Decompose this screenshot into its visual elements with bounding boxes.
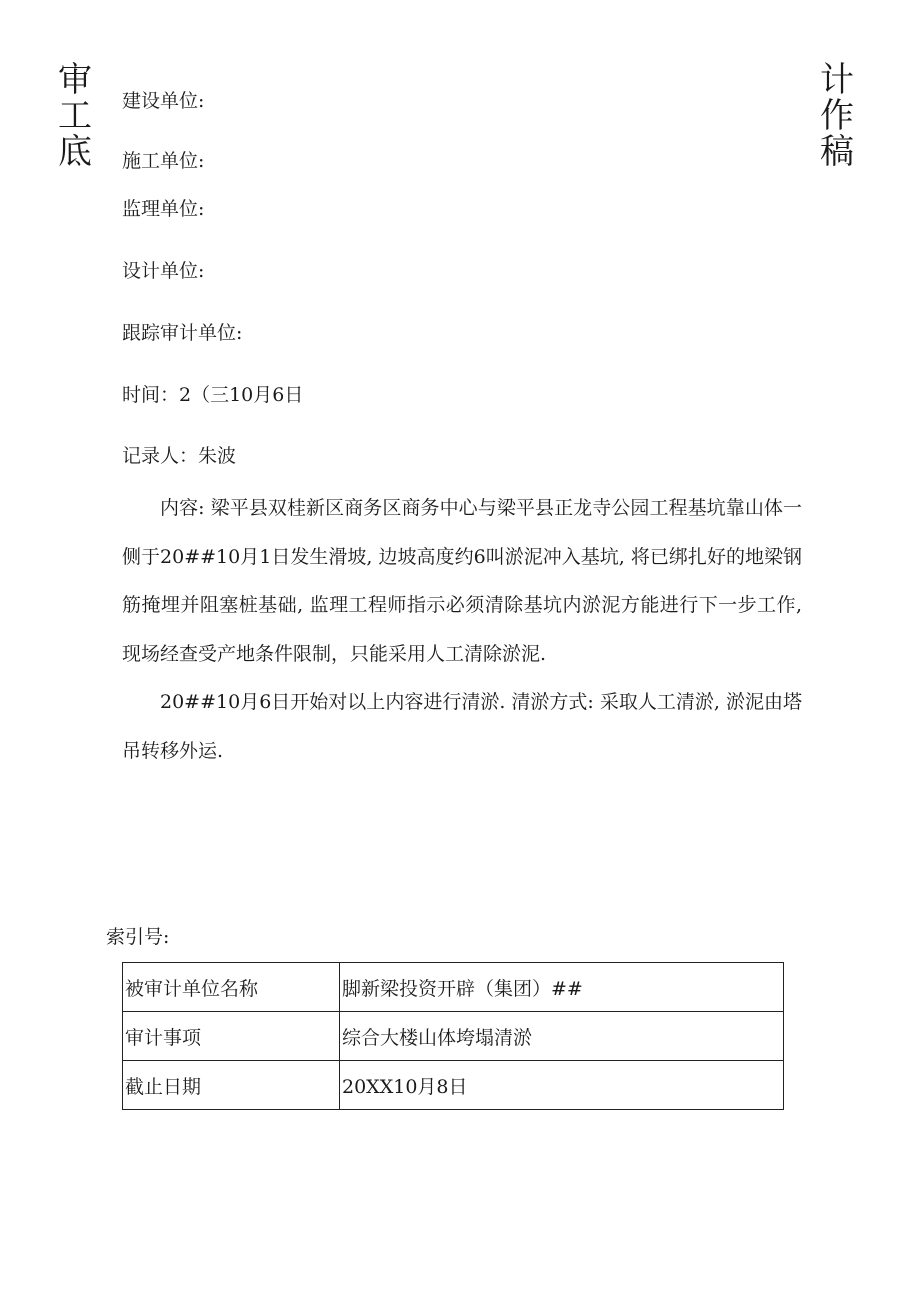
header-char: 底 [58,132,92,172]
index-number-label: 索引号: [106,926,170,948]
header-vertical-left [58,62,92,172]
time-field: 时间：2（三10月6日 [122,384,304,406]
supervision-unit-field: 监理单位: [122,198,205,220]
table-cell-value: 综合大楼山体垮塌清淤 [340,1012,784,1061]
header-char: 稿 [820,132,854,172]
table-row [123,1061,784,1110]
table-cell-label: 审计事项 [123,1012,340,1061]
header-char: 作 [820,96,854,136]
header-char: 审 [58,62,92,100]
table-row [123,1012,784,1061]
header-char: 工 [58,96,92,136]
table-cell-label: 截止日期 [123,1061,340,1110]
construction-unit-field: 建设单位: [122,90,205,112]
audit-info-table [122,962,784,1110]
content-paragraph-1: 内容: 梁平县双桂新区商务区商务中心与梁平县正龙寺公园工程基坑靠山体一侧于20##10月1日发生滑坡, 边坡高度约6叫淤泥冲入基坑, 将已绑扎好的地梁钢筋掩埋并阻塞桩基础, 监理工程师指示必须清除基坑内淤泥方能进行下一步工作, 现场经查受产地条件限制，只能采用人工清除淤泥. [122,497,802,665]
table-row [123,963,784,1012]
table-cell-value: 20XX10月8日 [340,1061,784,1110]
audit-unit-field: 跟踪审计单位: [122,322,243,344]
header-vertical-right [820,62,854,172]
design-unit-field: 设计单位: [122,260,205,282]
header-char: 计 [820,62,854,100]
builder-unit-field: 施工单位: [122,150,205,172]
content-paragraph-2: 20##10月6日开始对以上内容进行清淤. 清淤方式: 采取人工清淤, 淤泥由塔吊转移外运. [122,691,802,762]
table-cell-label: 被审计单位名称 [123,963,340,1012]
table-cell-value: 脚新梁投资开辟（集团）## [340,963,784,1012]
recorder-field: 记录人：朱波 [122,445,237,467]
content-section [122,484,802,775]
